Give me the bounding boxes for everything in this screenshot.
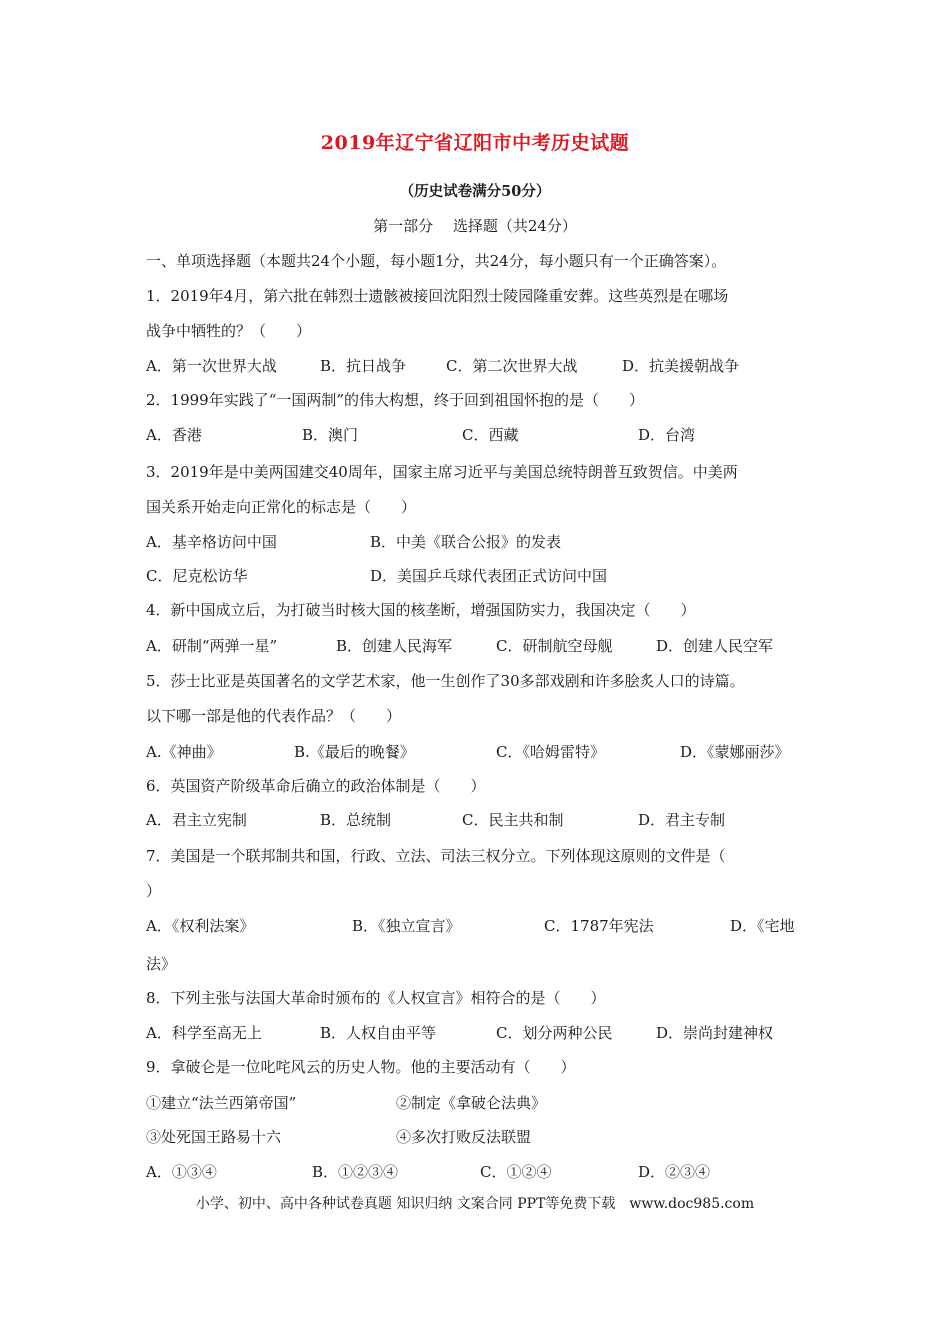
option-8b: B．人权自由平等 xyxy=(320,1024,437,1042)
option-9b: B．①②③④ xyxy=(312,1163,399,1181)
option-2c: C．西藏 xyxy=(462,426,519,444)
statement-9-2: ②制定《拿破仑法典》 xyxy=(396,1094,547,1112)
statement-9-4: ④多次打败反法联盟 xyxy=(396,1128,532,1146)
option-6b: B．总统制 xyxy=(320,811,392,829)
question-9: 9．拿破仑是一位叱咤风云的历史人物。他的主要活动有（ ） xyxy=(146,1058,576,1076)
option-2d: D．台湾 xyxy=(638,426,696,444)
statement-9-1: ①建立“法兰西第帝国” xyxy=(146,1094,297,1112)
option-7c: C．1787年宪法 xyxy=(544,917,654,935)
question-4: 4．新中国成立后，为打破当时核大国的核垄断，增强国防实力，我国决定（ ） xyxy=(146,601,696,619)
page-title: 2019年辽宁省辽阳市中考历史试题 xyxy=(320,132,630,154)
page-subtitle: （历史试卷满分50分） xyxy=(399,183,551,200)
question-7: 7．美国是一个联邦制共和国，行政、立法、司法三权分立。下列体现这原则的文件是（ xyxy=(146,847,726,865)
option-6d: D．君主专制 xyxy=(638,811,726,829)
option-3a: A．基辛格访问中国 xyxy=(146,533,277,551)
option-9a: A．①③④ xyxy=(146,1163,217,1181)
option-1c: C．第二次世界大战 xyxy=(446,357,578,375)
option-8c: C．划分两种公民 xyxy=(496,1024,613,1042)
option-4c: C．研制航空母舰 xyxy=(496,637,613,655)
question-3: 3．2019年是中美两国建交40周年，国家主席习近平与美国总统特朗普互致贺信。中美两 xyxy=(146,463,738,481)
option-7a: A．《权利法案》 xyxy=(146,917,255,935)
question-3-cont: 国关系开始走向正常化的标志是（ ） xyxy=(146,498,417,516)
option-5d: D．《蒙娜丽莎》 xyxy=(680,743,790,761)
option-7d-cont: 法》 xyxy=(146,955,177,973)
question-2: 2．1999年实践了“一国两制”的伟大构想，终于回到祖国怀抱的是（ ） xyxy=(146,391,645,409)
option-5b: B.《最后的晚餐》 xyxy=(294,743,415,761)
option-5a: A.《神曲》 xyxy=(146,743,222,761)
option-1b: B．抗日战争 xyxy=(320,357,407,375)
question-5-cont: 以下哪一部是他的代表作品？（ ） xyxy=(146,707,402,725)
option-4d: D．创建人民空军 xyxy=(656,637,774,655)
question-8: 8．下列主张与法国大革命时颁布的《人权宣言》相符合的是（ ） xyxy=(146,989,606,1007)
question-1: 1．2019年4月，第六批在韩烈士遗骸被接回沈阳烈士陵园隆重安葬。这些英烈是在哪场 xyxy=(146,287,729,305)
page-footer: 小学、初中、高中各种试卷真题 知识归纳 文案合同 PPT等免费下载 www.doc985.com xyxy=(195,1196,755,1212)
question-5: 5．莎士比亚是英国著名的文学艺术家，他一生创作了30多部戏剧和许多脍炙人口的诗篇。 xyxy=(146,672,745,690)
option-2a: A．香港 xyxy=(146,426,202,444)
option-9d: D．②③④ xyxy=(638,1163,711,1181)
option-4b: B．创建人民海军 xyxy=(336,637,453,655)
option-7b: B．《独立宣言》 xyxy=(352,917,461,935)
option-8a: A．科学至高无上 xyxy=(146,1024,262,1042)
option-3d: D．美国乒乓球代表团正式访问中国 xyxy=(370,567,608,585)
section-heading: 第一部分 选择题（共24分） xyxy=(373,217,577,235)
question-1-cont: 战争中牺牲的？（ ） xyxy=(146,322,312,340)
option-8d: D．崇尚封建神权 xyxy=(656,1024,774,1042)
option-1d: D．抗美援朝战争 xyxy=(622,357,740,375)
question-6: 6．英国资产阶级革命后确立的政治体制是（ ） xyxy=(146,777,486,795)
option-6c: C．民主共和制 xyxy=(462,811,564,829)
option-4a: A．研制“两弹一星” xyxy=(146,637,278,655)
option-7d: D．《宅地 xyxy=(730,917,795,935)
option-2b: B．澳门 xyxy=(302,426,359,444)
option-3b: B．中美《联合公报》的发表 xyxy=(370,533,562,551)
instruction-text: 一、单项选择题（本题共24个小题，每小题1分，共24分，每小题只有一个正确答案）。 xyxy=(146,252,727,270)
option-5c: C．《哈姆雷特》 xyxy=(496,743,605,761)
option-9c: C．①②④ xyxy=(480,1163,552,1181)
question-7-cont: ） xyxy=(146,882,162,900)
option-1a: A．第一次世界大战 xyxy=(146,357,277,375)
option-6a: A．君主立宪制 xyxy=(146,811,247,829)
option-3c: C．尼克松访华 xyxy=(146,567,248,585)
statement-9-3: ③处死国王路易十六 xyxy=(146,1128,282,1146)
